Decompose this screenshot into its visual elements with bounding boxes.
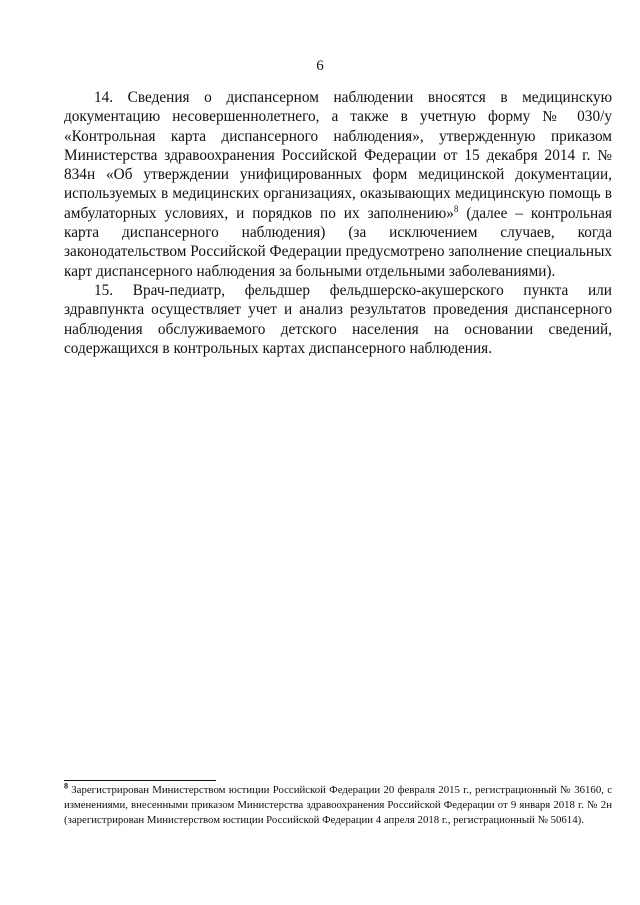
footnote-text: Зарегистрирован Министерством юстиции Российской Федерации 20 февраля 2015 г., регистрационный № 36160, с изменениями, внесенными приказом Министерства здравоохранения Российской Федерации от 9 января 2018 г. № 2н (зарегистрирован Министерством юстиции Российской Федерации 4 апреля 2018 г., регистрационный № 50614). xyxy=(64,784,612,826)
page-number: 6 xyxy=(316,58,324,74)
paragraph-14 xyxy=(64,88,612,281)
footnote-marker: 8 xyxy=(64,781,68,791)
paragraph-14-text: 14. Сведения о диспансерном наблюдении вносятся в медицинскую документацию несовершеннолетнего, а также в учетную форму № 030/у «Контрольная карта диспансерного наблюдения», утвержденную приказом Министерства здравоохранения Российской Федерации от 15 декабря 2014 г. № 834н «Об утверждении унифицированных форм медицинской документации, используемых в медицинских организациях, оказывающих медицинскую помощь в амбулаторных условиях, и порядков по их заполнению» xyxy=(64,89,612,222)
paragraph-14-continuation: (далее – контрольная карта диспансерного наблюдения) (за исключением случаев, когда законодательством Российской Федерации предусмотрено заполнение специальных карт диспансерного наблюдения за больными отдельными заболеваниями). xyxy=(64,204,612,280)
footnote xyxy=(64,783,612,828)
footnote-reference: 8 xyxy=(453,203,459,214)
footnote-separator xyxy=(64,780,216,781)
document-body xyxy=(64,88,612,358)
paragraph-15: 15. Врач-педиатр, фельдшер фельдшерско-акушерского пункта или здравпункта осуществляет учет и анализ результатов проведения диспансерного наблюдения обслуживаемого детского населения на основании сведений, содержащихся в контрольных картах диспансерного наблюдения. xyxy=(64,281,612,357)
